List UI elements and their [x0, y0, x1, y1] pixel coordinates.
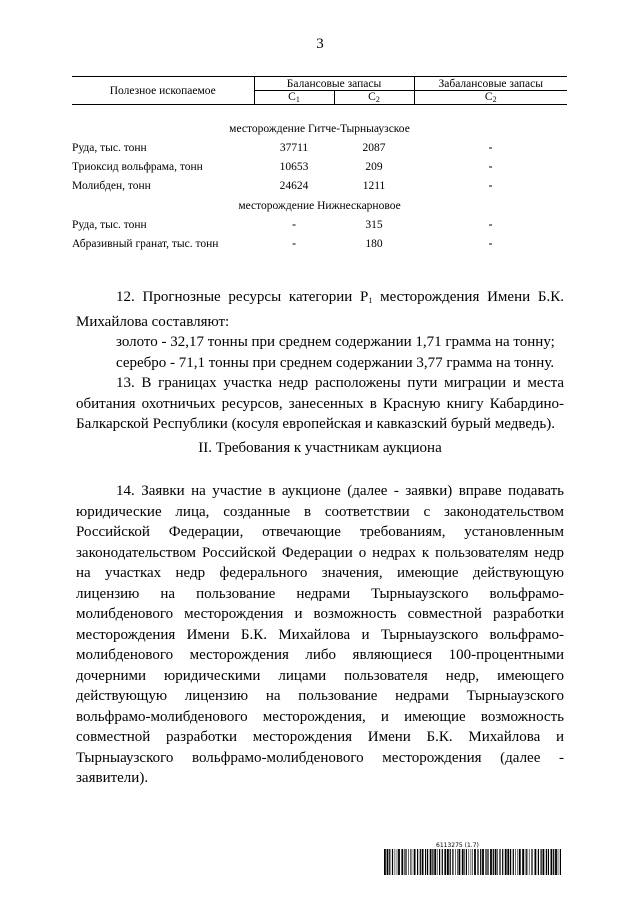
header-category-c2: $C_2$ — [334, 91, 414, 105]
table-row: Руда, тыс. тонн - 315 - — [72, 219, 493, 231]
paragraph-12: 12. Прогнозные ресурсы категории $P_1$ месторождения Имени Б.К. Михайлова составляют: — [76, 289, 564, 330]
header-off-balance: Забалансовые запасы — [414, 77, 567, 91]
section-heading: II. Требования к участникам аукциона — [198, 440, 442, 456]
silver-line: серебро - 71,1 тонны при среднем содержании 3,77 грамма на тонну. — [116, 354, 555, 371]
resources-section — [76, 287, 564, 435]
barcode-label: 6113275 (1.7) — [436, 842, 479, 849]
field-name: месторождение Нижнескарновое — [238, 200, 401, 212]
header-balance: Балансовые запасы — [254, 77, 414, 91]
table-row: Абразивный гранат, тыс. тонн - 180 - — [72, 238, 493, 250]
header-category-c2-off: $C_2$ — [414, 91, 567, 105]
paragraph-14: 14. Заявки на участие в аукционе (далее - заявки) вправе подавать юридические лица, созданные в соответствии с законодательством Российской Федерации, отвечающие требованиям, установленным законодательством Российской Федерации о недрах к пользователям недр на участках недр федерального значения, имеющие действующую лицензию на пользование недрами Тырныаузского вольфрамо-молибденового месторождения и возможность совместной разработки месторождения Имени Б.К. Михайлова и Тырныаузского вольфрамо-молибденового месторождения либо являющиеся 100-процентными дочерними юридическими лицами пользователя недр, имеющего действующую лицензию на пользование недрами Тырныаузского вольфрамо-молибденового месторождения, и имеющие возможность совместной разработки месторождения Имени Б.К. Михайлова и Тырныаузского вольфрамо-молибденового месторождения (далее - заявители). — [76, 483, 564, 786]
requirements-section — [76, 481, 564, 789]
header-category-c1: $C_1$ — [254, 91, 334, 105]
header-mineral: Полезное ископаемое — [72, 77, 254, 105]
barcode-image — [384, 849, 562, 875]
table-row: Триоксид вольфрама, тонн 10653 209 - — [72, 161, 493, 173]
page-number: 3 — [316, 36, 324, 52]
reserves-table — [72, 76, 567, 250]
field-name: месторождение Гитче-Тырныаузское — [229, 123, 410, 135]
table-row: Молибден, тонн 24624 1211 - — [72, 180, 493, 192]
table-row: Руда, тыс. тонн 37711 2087 - — [72, 142, 493, 154]
gold-line: золото - 32,17 тонны при среднем содержании 1,71 грамма на тонну; — [116, 334, 555, 350]
paragraph-13: 13. В границах участка недр расположены пути миграции и места обитания охотничьих ресурсов, занесенных в Красную книгу Кабардино-Балкарской Республики (косуля европейская и кавказский бурый медведь). — [76, 375, 564, 432]
